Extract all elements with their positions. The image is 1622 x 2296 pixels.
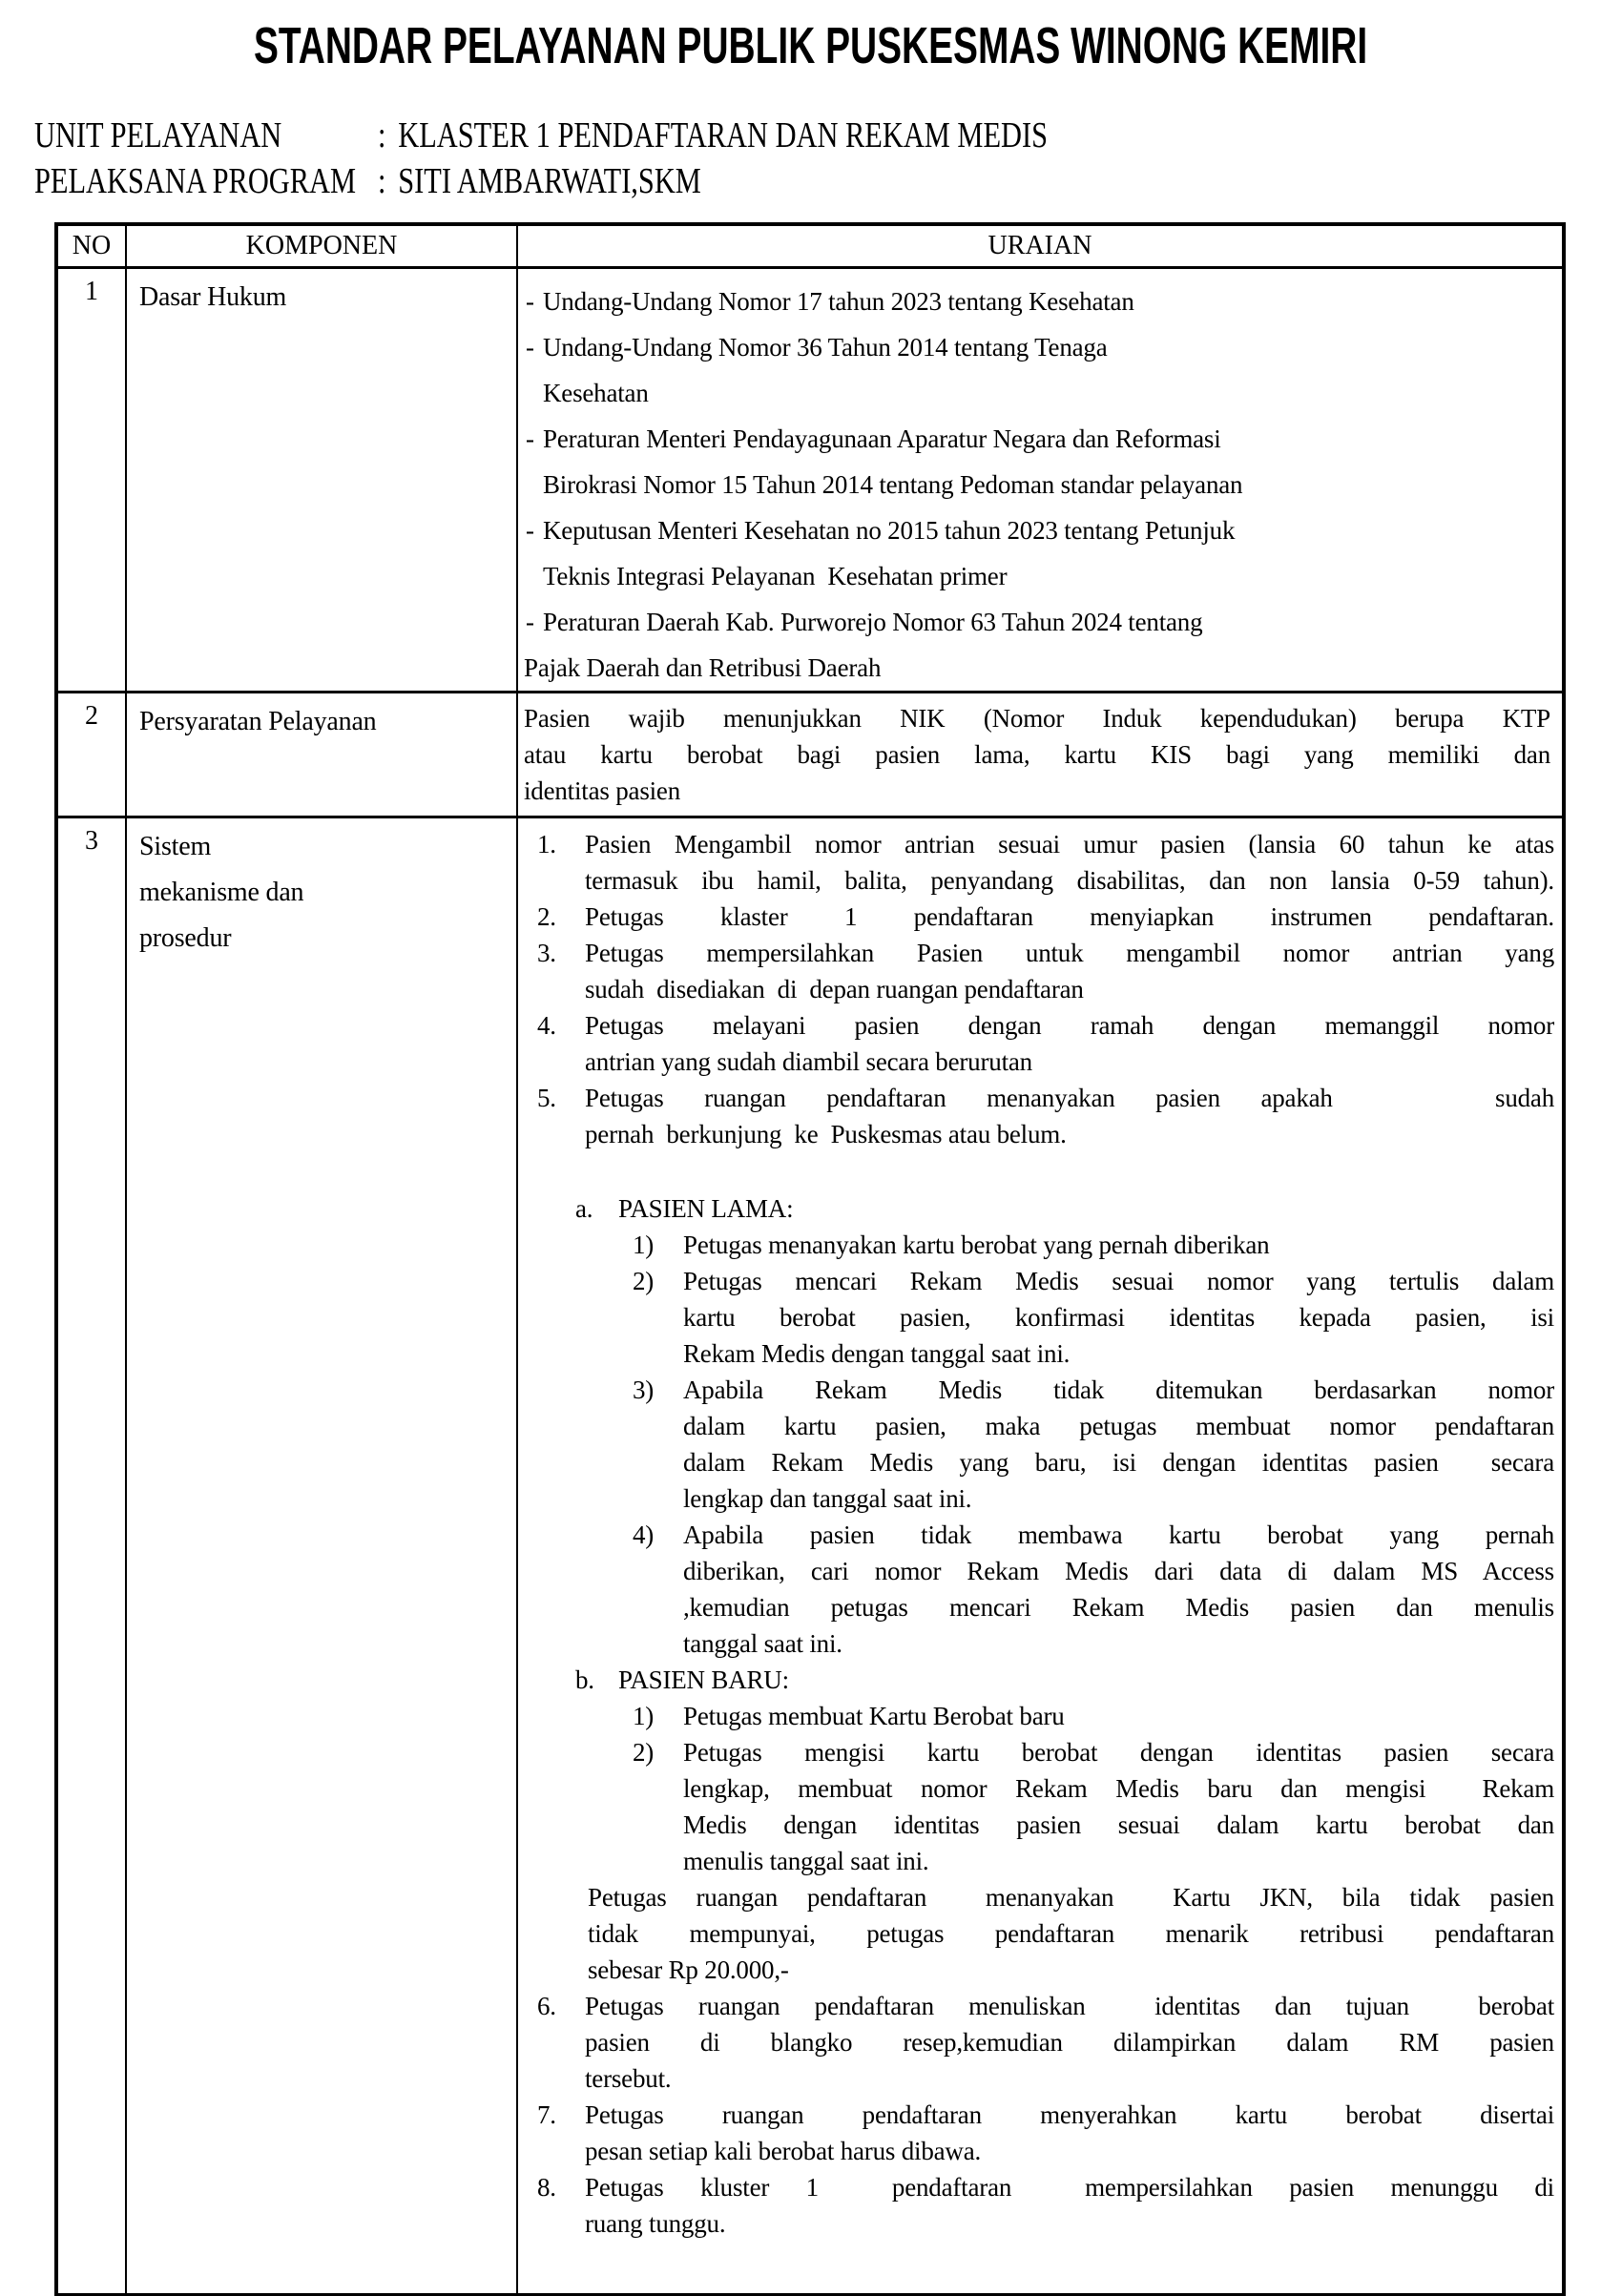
komponen-line: Persyaratan Pelayanan [139, 707, 377, 736]
list-item [518, 416, 1554, 507]
list-item [518, 1988, 1554, 2097]
list-item-marker: 4) [633, 1520, 655, 1549]
text-line: ruang tunggu. [585, 2209, 726, 2238]
list-item [518, 1698, 1554, 1734]
text-line: tanggal saat ini. [683, 1629, 842, 1658]
list-item [518, 1734, 1554, 1879]
list-item [518, 899, 1554, 935]
text-line: PASIEN LAMA: [618, 1194, 794, 1223]
text-line: Medis dengan identitas pasien sesuai dalam kartu berobat dan [683, 1810, 1554, 1839]
text-line: Peraturan Menteri Pendayagunaan Aparatur Negara dan Reformasi [543, 424, 1221, 453]
list-item [518, 2097, 1554, 2169]
list-item-marker: 3) [633, 1376, 655, 1404]
list-item-marker: 3. [537, 939, 556, 967]
list-item-marker: 6. [537, 1992, 556, 2020]
service-standard-table [54, 222, 1566, 2296]
text-line: lengkap dan tanggal saat ini. [683, 1484, 972, 1513]
list-item [518, 1227, 1554, 1263]
text-line: Undang-Undang Nomor 36 Tahun 2014 tentang Tenaga [543, 333, 1108, 362]
table-row [56, 693, 1564, 817]
list-item [518, 826, 1554, 899]
uraian-cell [517, 268, 1564, 693]
text-line: PASIEN BARU: [618, 1665, 789, 1694]
text-line: Petugas mempersilahkan Pasien untuk mengambil nomor antrian yang [585, 939, 1554, 967]
text-line: Petugas ruangan pendaftaran menuliskan identitas dan tujuan berobat [585, 1992, 1554, 2020]
text-line: tidak mempunyai, petugas pendaftaran menarik retribusi pendaftaran [588, 1919, 1554, 1948]
text-line: lengkap, membuat nomor Rekam Medis baru dan mengisi Rekam [683, 1774, 1554, 1803]
text-line: atau kartu berobat bagi pasien lama, kartu KIS bagi yang memiliki dan [524, 740, 1550, 769]
list-item-marker: 2. [537, 902, 556, 931]
list-item-marker: a. [575, 1194, 593, 1223]
list-item-marker: 2) [633, 1267, 655, 1295]
info-colon: : [378, 115, 386, 155]
table-row [56, 268, 1564, 693]
text-line: pasien di blangko resep,kemudian dilampirkan dalam RM pasien [585, 2028, 1554, 2057]
row-number: 1 [56, 268, 126, 693]
list-item [518, 935, 1554, 1007]
list-item [518, 507, 1554, 599]
list-item-marker: - [526, 516, 534, 545]
list-item [518, 1662, 1554, 1698]
text-line: sudah disediakan di depan ruangan pendaftaran [585, 975, 1084, 1003]
list-item-marker: - [526, 287, 534, 316]
text-line: sebesar Rp 20.000,- [588, 1955, 789, 1984]
row-number: 2 [56, 693, 126, 817]
info-label: UNIT PELAYANAN [34, 115, 282, 155]
text-line: pernah berkunjung ke Puskesmas atau belum. [585, 1120, 1067, 1148]
list-item-marker: - [526, 608, 534, 636]
text-line: Petugas mengisi kartu berobat dengan identitas pasien secara [683, 1738, 1554, 1767]
text-line: diberikan, cari nomor Rekam Medis dari data di dalam MS Access [683, 1557, 1554, 1585]
text-line: dalam kartu pasien, maka petugas membuat nomor pendaftaran [683, 1412, 1554, 1440]
text-line: Teknis Integrasi Pelayanan Kesehatan primer [543, 562, 1008, 590]
info-label: PELAKSANA PROGRAM [34, 161, 356, 201]
list-item [518, 1517, 1554, 1662]
list-item [518, 279, 1554, 324]
list-item [518, 1879, 1554, 1988]
list-item [518, 1372, 1554, 1517]
text-line: Kesehatan [543, 379, 649, 407]
info-row-pelaksana-program [34, 158, 1048, 204]
list-item-marker: 1. [537, 830, 556, 858]
uraian-cell [517, 817, 1564, 2296]
komponen-cell [126, 693, 517, 817]
document-info-block [34, 113, 1048, 204]
list-item [518, 1007, 1554, 1080]
list-item-marker: 1) [633, 1702, 655, 1730]
komponen-cell [126, 817, 517, 2296]
list-item-marker: b. [575, 1665, 594, 1694]
text-line: Petugas ruangan pendaftaran menanyakan Kartu JKN, bila tidak pasien [588, 1883, 1554, 1912]
column-header-no: NO [56, 224, 126, 268]
text-line: Rekam Medis dengan tanggal saat ini. [683, 1339, 1071, 1368]
list-item-marker: 2) [633, 1738, 655, 1767]
list-item-marker: - [526, 424, 534, 453]
text-line: Pasien wajib menunjukkan NIK (Nomor Induk kependudukan) berupa KTP [524, 704, 1550, 733]
list-item [518, 1263, 1554, 1372]
list-item [518, 324, 1554, 416]
text-line: menulis tanggal saat ini. [683, 1847, 929, 1875]
document-title-wrap [0, 15, 1622, 76]
text-line: antrian yang sudah diambil secara berurutan [585, 1047, 1032, 1076]
list-item [518, 2169, 1554, 2242]
text-line: Peraturan Daerah Kab. Purworejo Nomor 63 Tahun 2024 tentang [543, 608, 1203, 636]
komponen-line: mekanisme dan [139, 878, 304, 907]
info-value: KLASTER 1 PENDAFTARAN DAN REKAM MEDIS [398, 115, 1048, 155]
text-line: Pasien Mengambil nomor antrian sesuai umur pasien (lansia 60 tahun ke atas [585, 830, 1554, 858]
list-item [518, 700, 1550, 809]
table-row [56, 817, 1564, 2296]
text-line: Apabila pasien tidak membawa kartu berobat yang pernah [683, 1520, 1554, 1549]
text-line: Petugas mencari Rekam Medis sesuai nomor yang tertulis dalam [683, 1267, 1554, 1295]
list-item-marker: 7. [537, 2100, 556, 2129]
text-line: ,kemudian petugas mencari Rekam Medis pasien dan menulis [683, 1593, 1554, 1622]
komponen-cell [126, 268, 517, 693]
text-line: Petugas klaster 1 pendaftaran menyiapkan instrumen pendaftaran. [585, 902, 1554, 931]
text-line: Keputusan Menteri Kesehatan no 2015 tahun 2023 tentang Petunjuk [543, 516, 1236, 545]
text-line: Undang-Undang Nomor 17 tahun 2023 tentang Kesehatan [543, 287, 1134, 316]
text-line: identitas pasien [524, 776, 681, 805]
text-line: kartu berobat pasien, konfirmasi identitas kepada pasien, isi [683, 1303, 1554, 1332]
text-line: Petugas kluster 1 pendaftaran mempersilahkan pasien menunggu di [585, 2173, 1554, 2202]
komponen-line: Sistem [139, 832, 212, 861]
table-header-row [56, 224, 1564, 268]
text-line: Pajak Daerah dan Retribusi Daerah [524, 653, 882, 682]
text-line: Petugas ruangan pendaftaran menanyakan pasien apakah sudah [585, 1084, 1554, 1112]
komponen-line: prosedur [139, 923, 232, 953]
list-item [518, 645, 1554, 691]
info-value: SITI AMBARWATI,SKM [398, 161, 701, 201]
column-header-komponen: KOMPONEN [126, 224, 517, 268]
list-item-marker: 1) [633, 1231, 655, 1259]
list-item-marker: 4. [537, 1011, 556, 1040]
list-item [518, 1190, 1554, 1227]
list-item-marker: - [526, 333, 534, 362]
list-item-marker: 5. [537, 1084, 556, 1112]
row-number: 3 [56, 817, 126, 2296]
column-header-uraian: URAIAN [517, 224, 1564, 268]
info-colon: : [378, 161, 386, 201]
list-item [518, 1080, 1554, 1152]
info-row-unit-pelayanan [34, 113, 1048, 158]
text-line: Petugas membuat Kartu Berobat baru [683, 1702, 1065, 1730]
text-line: Petugas ruangan pendaftaran menyerahkan kartu berobat disertai [585, 2100, 1554, 2129]
text-line: Birokrasi Nomor 15 Tahun 2014 tentang Pedoman standar pelayanan [543, 470, 1243, 499]
text-line: tersebut. [585, 2064, 672, 2093]
komponen-line: Dasar Hukum [139, 282, 287, 312]
list-item [518, 599, 1554, 645]
text-line: termasuk ibu hamil, balita, penyandang disabilitas, dan non lansia 0-59 tahun). [585, 866, 1554, 895]
text-line: Apabila Rekam Medis tidak ditemukan berdasarkan nomor [683, 1376, 1554, 1404]
text-line: dalam Rekam Medis yang baru, isi dengan identitas pasien secara [683, 1448, 1554, 1477]
document-title: STANDAR PELAYANAN PUBLIK PUSKESMAS WINONG KEMIRI [254, 17, 1368, 74]
text-line: Petugas melayani pasien dengan ramah dengan memanggil nomor [585, 1011, 1554, 1040]
text-line: Petugas menanyakan kartu berobat yang pernah diberikan [683, 1231, 1270, 1259]
uraian-cell [517, 693, 1564, 817]
list-item-marker: 8. [537, 2173, 556, 2202]
text-line: pesan setiap kali berobat harus dibawa. [585, 2137, 982, 2165]
